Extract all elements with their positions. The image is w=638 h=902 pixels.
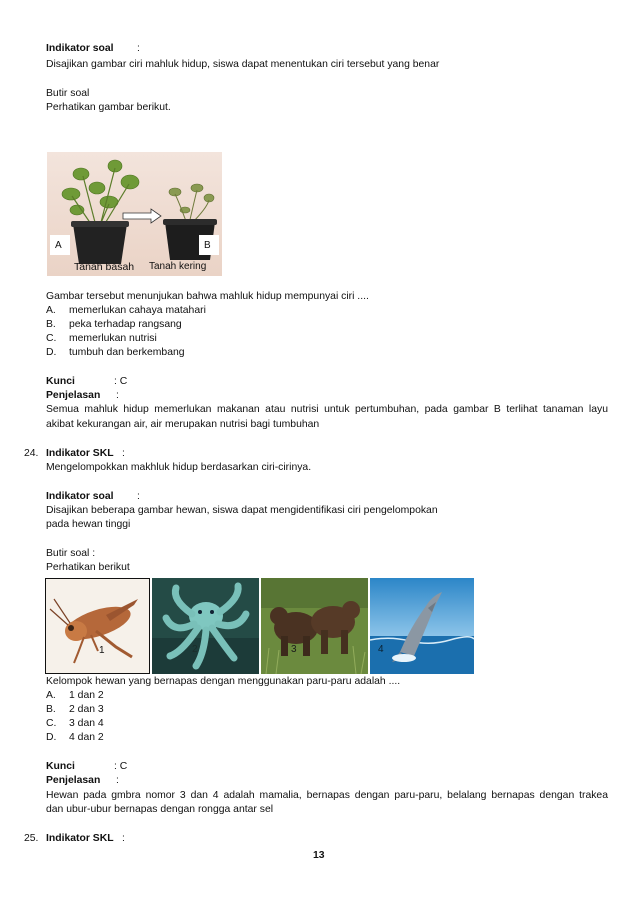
colon: : (137, 491, 140, 502)
colon: : (116, 775, 119, 786)
option-letter: C. (46, 333, 57, 344)
option-text: 1 dan 2 (69, 690, 104, 701)
caption-tanah-kering: Tanah kering (149, 261, 207, 272)
figure-label-b: B (204, 240, 211, 251)
indikator-soal-label: Indikator soal (46, 491, 114, 502)
indikator-skl-text: Mengelompokkan makhluk hidup berdasarkan ciri-cirinya. (46, 462, 312, 473)
penjelasan-label: Penjelasan (46, 775, 101, 786)
image-number: 4 (378, 644, 384, 655)
indikator-skl-label: Indikator SKL (46, 448, 114, 459)
question-text: Kelompok hewan yang bernapas dengan menggunakan paru-paru adalah .... (46, 676, 401, 687)
butir-soal-label: Butir soal : (46, 548, 96, 559)
option-letter: D. (46, 347, 57, 358)
option-text: memerlukan nutrisi (69, 333, 157, 344)
penjelasan-label: Penjelasan (46, 390, 101, 401)
option-text: peka terhadap rangsang (69, 319, 182, 330)
question-number: 24. (24, 448, 39, 459)
colon: : (137, 43, 140, 54)
octopus-image (152, 578, 259, 674)
option-letter: B. (46, 704, 56, 715)
option-text: memerlukan cahaya matahari (69, 305, 206, 316)
penjelasan-line: dan ubur-ubur bernapas dengan rongga antar sel (46, 804, 274, 815)
colon: : (116, 390, 119, 401)
grasshopper-image (45, 578, 150, 674)
image-number: 2 (192, 644, 198, 655)
option-text: 2 dan 3 (69, 704, 104, 715)
caption-tanah-basah: Tanah basah (74, 261, 135, 273)
option-text: 3 dan 4 (69, 718, 104, 729)
indikator-soal-text: Disajikan gambar ciri mahluk hidup, siswa dapat menentukan ciri tersebut yang benar (46, 59, 440, 70)
plants-figure (47, 152, 222, 276)
colon: : (122, 833, 125, 844)
option-letter: A. (46, 305, 56, 316)
question-prompt: Perhatikan gambar berikut. (46, 102, 171, 113)
option-text: tumbuh dan berkembang (69, 347, 185, 358)
question-text: Gambar tersebut menunjukan bahwa mahluk hidup mempunyai ciri .... (46, 291, 369, 302)
image-number: 1 (99, 645, 105, 656)
penjelasan-line: akibat kekurangan air, air merupakan nutrisi bagi tumbuhan (46, 419, 320, 430)
penjelasan-line: Semua mahluk hidup memerlukan makanan atau nutrisi untuk pertumbuhan, pada gambar B terlihat tanaman layu (46, 404, 608, 415)
option-letter: A. (46, 690, 56, 701)
bears-image (261, 578, 368, 674)
image-number: 3 (291, 644, 297, 655)
indikator-soal-text: Disajikan beberapa gambar hewan, siswa dapat mengidentifikasi ciri pengelompokan (46, 505, 438, 516)
page-number: 13 (313, 850, 325, 861)
figure-label-a: A (55, 240, 62, 251)
plants-photo-image (47, 152, 222, 276)
option-letter: D. (46, 732, 57, 743)
option-letter: C. (46, 718, 57, 729)
kunci-label: Kunci (46, 376, 75, 387)
kunci-label: Kunci (46, 761, 75, 772)
indikator-soal-label: Indikator soal (46, 43, 114, 54)
option-text: 4 dan 2 (69, 732, 104, 743)
butir-soal-label: Butir soal (46, 88, 90, 99)
dolphin-image (370, 578, 474, 674)
indikator-soal-text: pada hewan tinggi (46, 519, 131, 530)
option-letter: B. (46, 319, 56, 330)
indikator-skl-label: Indikator SKL (46, 833, 114, 844)
colon: : (122, 448, 125, 459)
kunci-value: : C (114, 376, 128, 387)
question-number: 25. (24, 833, 39, 844)
penjelasan-line: Hewan pada gmbra nomor 3 dan 4 adalah mamalia, bernapas dengan paru-paru, belalang bernapas dengan trakea (46, 790, 608, 801)
kunci-value: : C (114, 761, 128, 772)
question-prompt: Perhatikan berikut (46, 562, 130, 573)
